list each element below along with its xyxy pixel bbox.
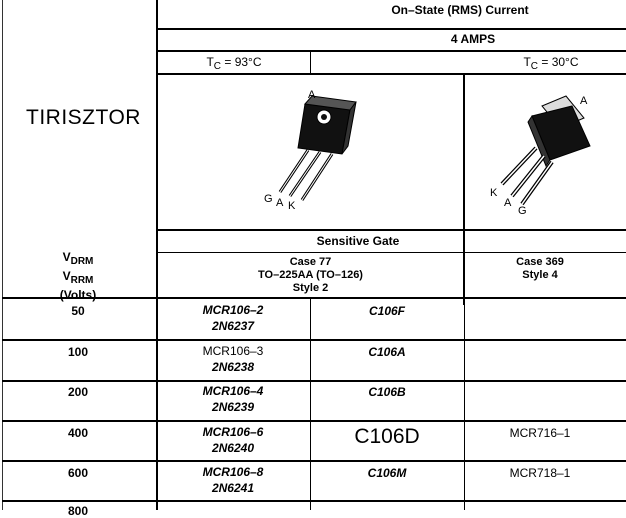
- row-0-c106: C106F: [368, 304, 406, 318]
- row-3-mcr: MCR106–6: [202, 425, 264, 439]
- to126-pin-a2: A: [276, 197, 284, 209]
- rule-10: [2, 460, 626, 462]
- row-4-c106: C106M: [367, 466, 407, 480]
- rule-8: [2, 380, 626, 382]
- to126-pin-g: G: [264, 193, 273, 205]
- row-2-volts: 200: [67, 385, 89, 399]
- to126-pin-a: A: [308, 89, 316, 101]
- case369-pin-g: G: [518, 205, 527, 217]
- case77-line3: Style 2: [292, 282, 329, 294]
- row-4-mcr-cell: [158, 464, 308, 496]
- row-1-mcr: MCR106–3: [202, 344, 264, 358]
- sensitive-gate-label: Sensitive Gate: [316, 234, 400, 248]
- divider-mid: [310, 298, 311, 510]
- case369-label: [466, 256, 614, 282]
- tc-left: $T_C = 93^\circ C$: [206, 55, 262, 72]
- current-title: On–State (RMS) Current: [391, 3, 529, 17]
- rule-11: [2, 500, 626, 502]
- case369-pin-a: A: [580, 95, 588, 107]
- divider-right-lower: [464, 305, 465, 510]
- rule-2: [156, 50, 626, 52]
- case77-line1: Case 77: [289, 256, 332, 268]
- row-3-volts: 400: [67, 426, 89, 440]
- row-2-mcr-cell: [158, 383, 308, 415]
- rule-9: [2, 420, 626, 422]
- rule-5: [156, 252, 626, 253]
- tc-right: $T_C = 30^\circ C$: [523, 55, 579, 72]
- row-3-right: MCR716–1: [509, 426, 571, 440]
- case369-line1: Case 369: [516, 256, 564, 268]
- row-0-jedec: 2N6237: [211, 319, 255, 333]
- rule-4: [156, 229, 626, 231]
- tirisztor-title: TIRISZTOR: [26, 106, 141, 129]
- case369-pin-k: K: [490, 187, 498, 199]
- voltage-header: [0, 250, 156, 302]
- row-3-jedec: 2N6240: [211, 441, 255, 455]
- case369-package-drawing: [480, 88, 600, 220]
- row-3-mcr-cell: [158, 424, 308, 456]
- case369-pin-a2: A: [504, 197, 512, 209]
- case77-line2: TO–225AA (TO–126): [258, 269, 363, 281]
- row-5-volts-partial: 800: [67, 504, 89, 518]
- row-0-mcr: MCR106–2: [202, 303, 264, 317]
- divider-tc: [310, 52, 311, 74]
- row-2-jedec: 2N6239: [211, 400, 255, 414]
- rule-1: [156, 28, 626, 30]
- to126-package-drawing: [250, 82, 370, 212]
- row-0-mcr-cell: [158, 302, 308, 334]
- vrrm-label: $V_{RRM}$: [62, 269, 94, 286]
- row-0-volts: 50: [71, 304, 85, 318]
- divider-right-upper: [463, 75, 465, 305]
- row-2-mcr: MCR106–4: [202, 384, 264, 398]
- row-4-jedec: 2N6241: [211, 481, 255, 495]
- row-4-volts: 600: [67, 466, 89, 480]
- to126-pin-k: K: [288, 200, 296, 212]
- row-1-jedec: 2N6238: [211, 360, 255, 374]
- rule-7: [2, 339, 626, 341]
- row-4-right: MCR718–1: [509, 466, 571, 480]
- row-1-c106: C106A: [368, 345, 406, 359]
- row-1-mcr-cell: [158, 343, 308, 375]
- row-4-mcr: MCR106–8: [202, 465, 264, 479]
- case369-line2: Style 4: [522, 269, 558, 281]
- row-2-c106: C106B: [368, 385, 406, 399]
- rule-3: [156, 73, 626, 75]
- volts-label: (Volts): [59, 288, 97, 302]
- amps-label: 4 AMPS: [450, 32, 496, 46]
- row-1-volts: 100: [67, 345, 89, 359]
- row-3-c106: C106D: [354, 425, 420, 448]
- case77-label: [158, 256, 463, 295]
- vdrm-label: $V_{DRM}$: [62, 250, 94, 267]
